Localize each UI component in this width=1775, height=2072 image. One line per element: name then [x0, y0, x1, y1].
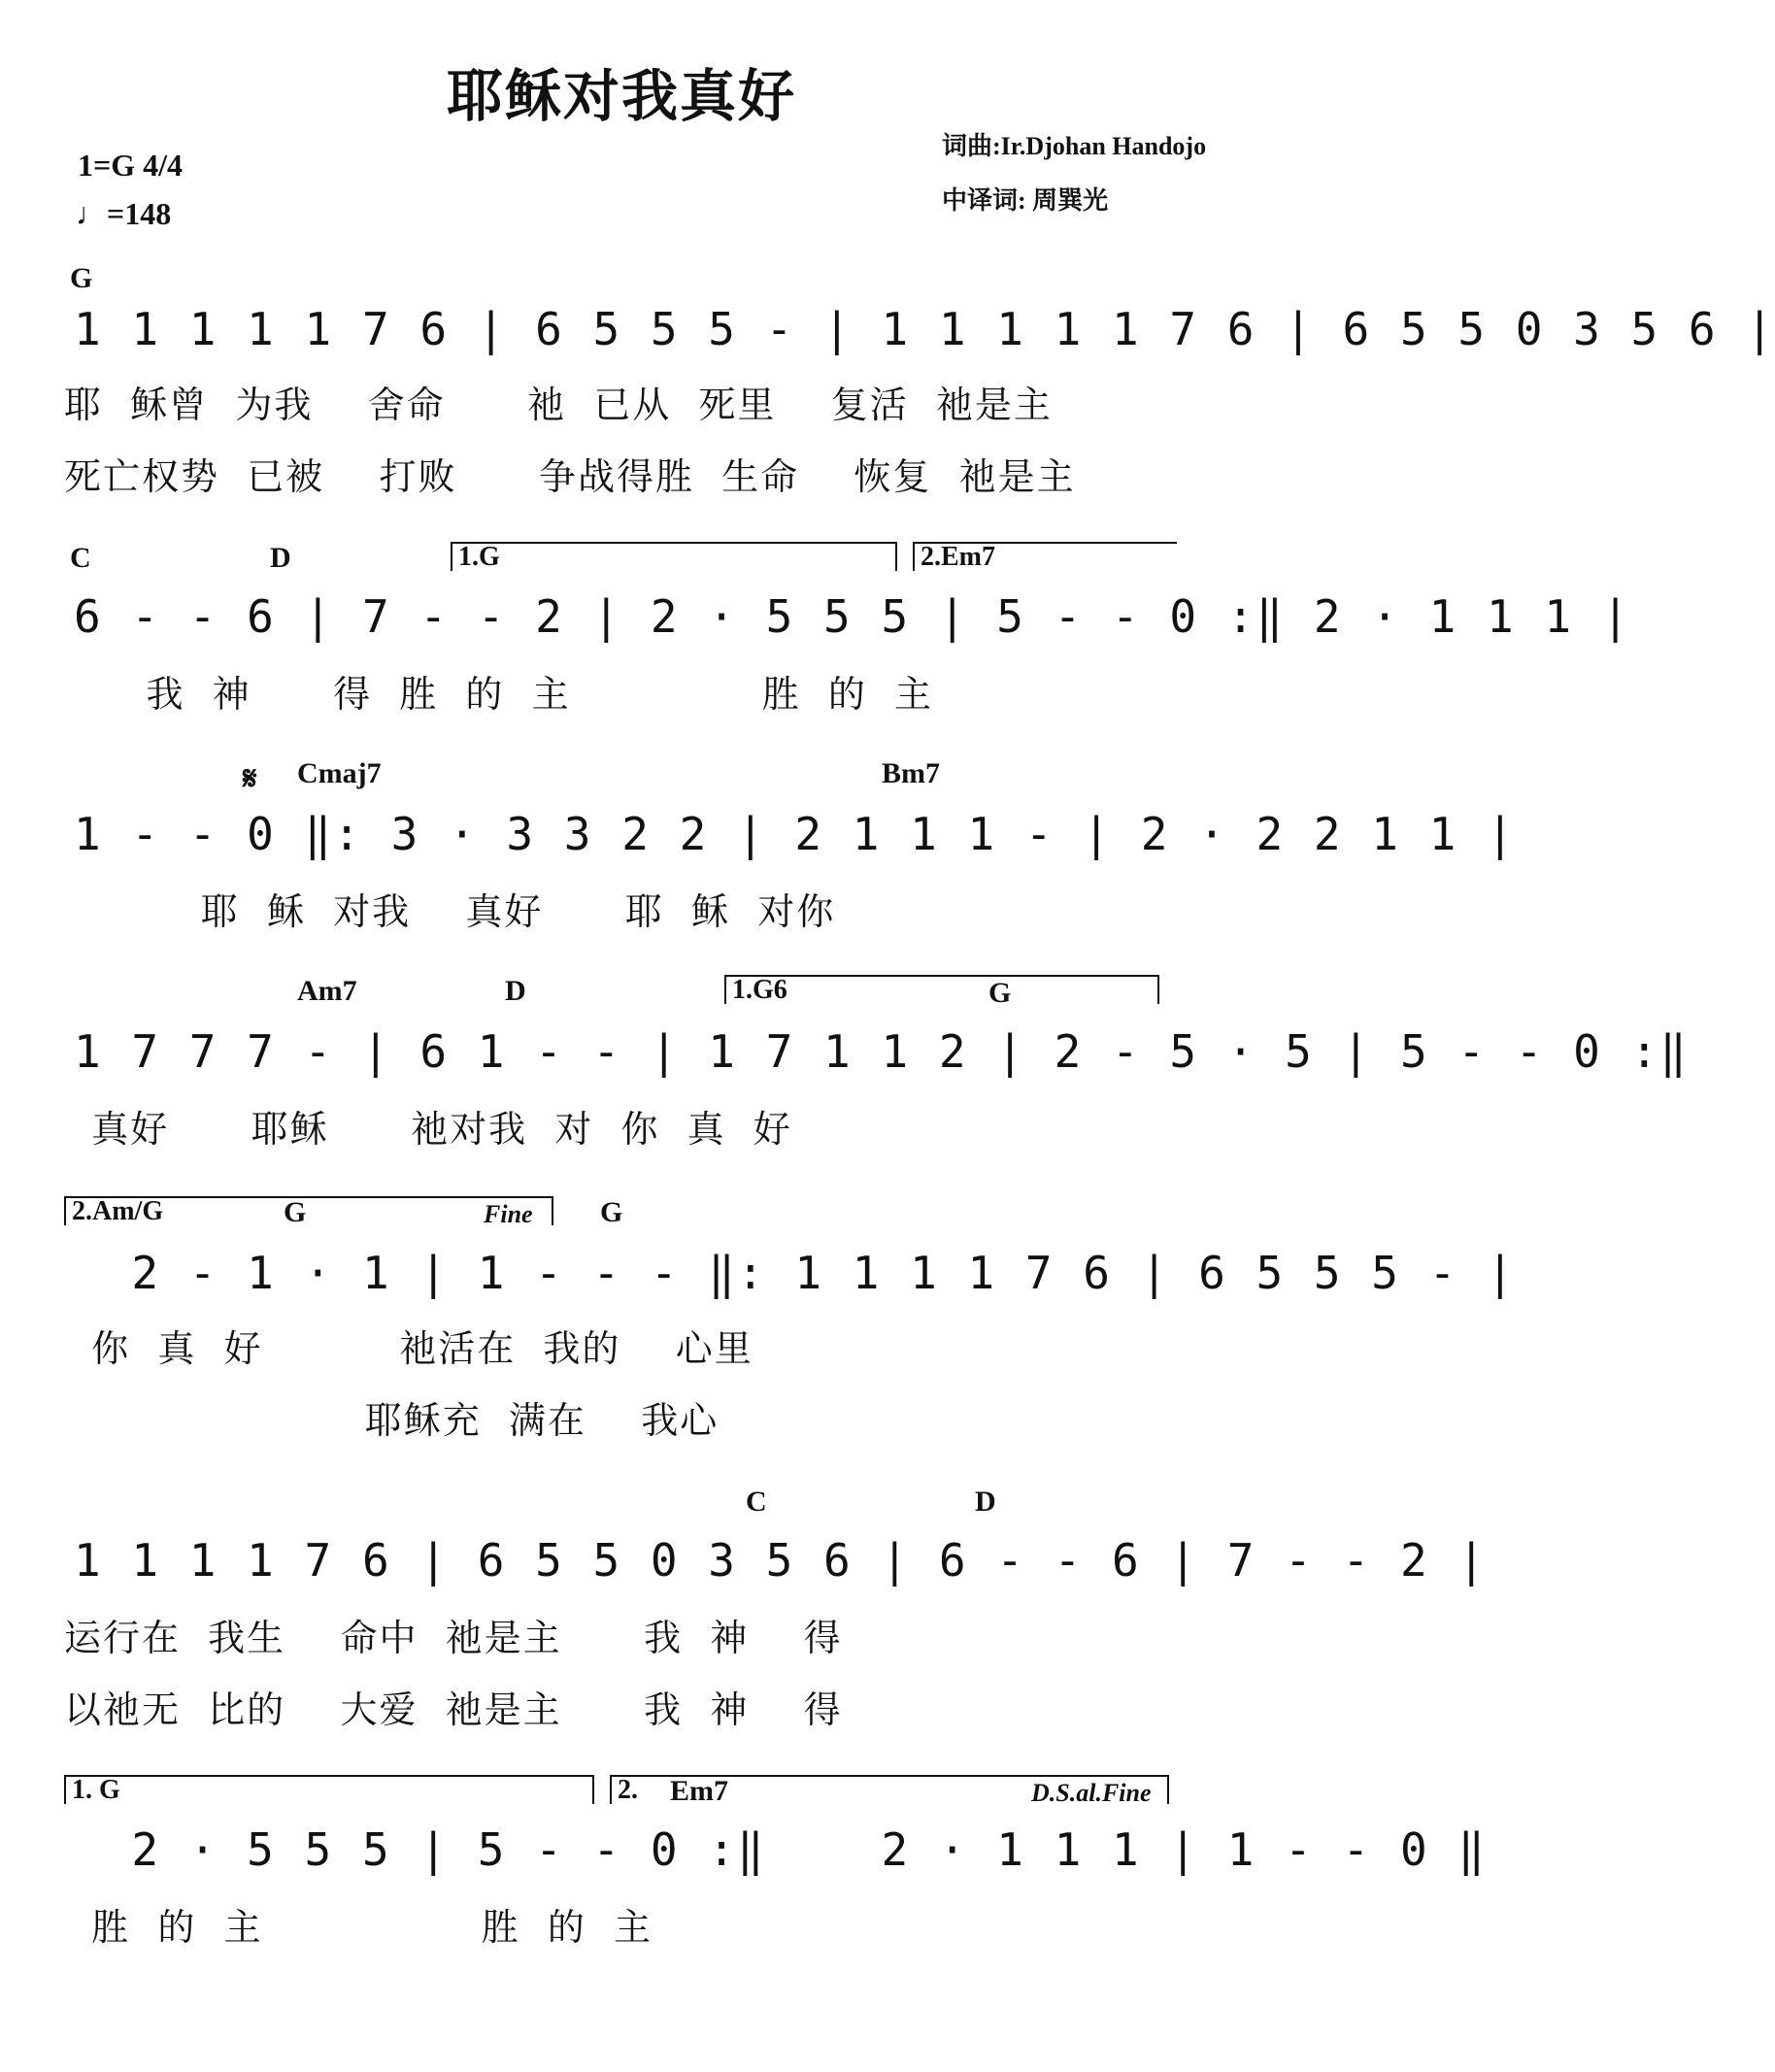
lyric-verse-1: 耶 稣 对我 真好 耶 稣 对你 — [64, 890, 836, 933]
lyricist-composer-credit: 词曲:Ir.Djohan Handojo — [942, 132, 1207, 160]
system-1 — [0, 262, 1775, 498]
chord-label: Am7 — [297, 975, 357, 1007]
lyric-verse-2: 死亡权势 已被 打败 争战得胜 生命 恢复 祂是主 — [64, 455, 1076, 498]
key-signature: 1=G 4/4 — [78, 148, 184, 183]
translator-credit: 中译词: 周巽光 — [942, 186, 1109, 215]
lyric-verse-1: 运行在 我生 命中 祂是主 我 神 得 — [64, 1617, 843, 1659]
page-title: 耶稣对我真好 — [446, 63, 796, 129]
chord-label: G — [600, 1196, 623, 1228]
chord-label: G — [70, 262, 93, 294]
notation-line: 2 · 5 5 5 | 5 - - 0 :‖ 2 · 1 1 1 | 1 - - 0 ‖ — [74, 1823, 1488, 1876]
lyric-verse-2: 耶稣充 满在 我心 — [64, 1399, 720, 1442]
second-ending-bracket: 2.Em7 — [913, 542, 1177, 571]
second-ending-bracket: 2. — [610, 1775, 1169, 1804]
notation-line: 6 - - 6 | 7 - - 2 | 2 · 5 5 5 | 5 - - 0 :‖ 2 · 1 1 1 | — [74, 590, 1631, 643]
first-ending-bracket: 1.G6 — [724, 975, 1159, 1004]
notation-line: 1 1 1 1 7 6 | 6 5 5 0 3 5 6 | 6 - - 6 | 7 - - 2 | — [74, 1534, 1488, 1587]
system-6 — [0, 1486, 1488, 1731]
chord-label: G — [284, 1196, 307, 1228]
notation-line: 1 - - 0 ‖: 3 · 3 3 2 2 | 2 1 1 1 - | 2 · 2 2 1 1 | — [74, 808, 1516, 860]
lyric-verse-1: 你 真 好 祂活在 我的 心里 — [64, 1327, 754, 1370]
first-ending-bracket: 1.G — [451, 542, 897, 571]
notation-line: 1 7 7 7 - | 6 1 - - | 1 7 1 1 2 | 2 - 5 · 5 | 5 - - 0 :‖ — [74, 1025, 1689, 1078]
fine-marking: Fine — [484, 1200, 533, 1228]
chord-label: Em7 — [670, 1775, 728, 1807]
tempo-marking — [76, 196, 171, 232]
notation-line: 1 1 1 1 1 7 6 | 6 5 5 5 - | 1 1 1 1 1 7 6 | 6 5 5 0 3 5 6 | — [74, 303, 1775, 355]
lyric-verse-1: 耶 稣曾 为我 舍命 祂 已从 死里 复活 祂是主 — [64, 384, 1053, 426]
lyric-verse-1: 胜 的 主 胜 的 主 — [64, 1906, 653, 1949]
lyric-verse-1: 真好 耶稣 祂对我 对 你 真 好 — [64, 1108, 792, 1151]
system-3 — [0, 757, 1516, 933]
chord-label: D — [270, 542, 291, 574]
first-ending-bracket: 1. G — [64, 1775, 594, 1804]
lyric-verse-1: 我 神 得 胜 的 主 胜 的 主 — [64, 673, 934, 716]
chord-label: Cmaj7 — [297, 757, 382, 789]
chord-label: G — [988, 977, 1012, 1009]
segno-icon: 𝄋 — [243, 759, 257, 798]
notation-line: 2 - 1 · 1 | 1 - - - ‖: 1 1 1 1 7 6 | 6 5 5 5 - | — [74, 1247, 1516, 1299]
second-ending-bracket: 2.Am/G — [64, 1196, 553, 1225]
tempo-value: =148 — [107, 196, 172, 231]
system-4 — [0, 975, 1689, 1151]
lyric-verse-2: 以祂无 比的 大爱 祂是主 我 神 得 — [64, 1688, 843, 1731]
chord-label: D — [505, 975, 526, 1007]
chord-label: C — [746, 1486, 767, 1518]
chord-label: D — [975, 1486, 996, 1518]
chord-label: Bm7 — [882, 757, 940, 789]
system-5 — [0, 1196, 1516, 1442]
ds-al-fine-marking: D.S.al.Fine — [1031, 1779, 1152, 1807]
quarter-note-icon: ♩ — [76, 196, 107, 231]
chord-label: C — [70, 542, 91, 574]
system-7 — [0, 1775, 1488, 1969]
system-2 — [0, 542, 1631, 717]
